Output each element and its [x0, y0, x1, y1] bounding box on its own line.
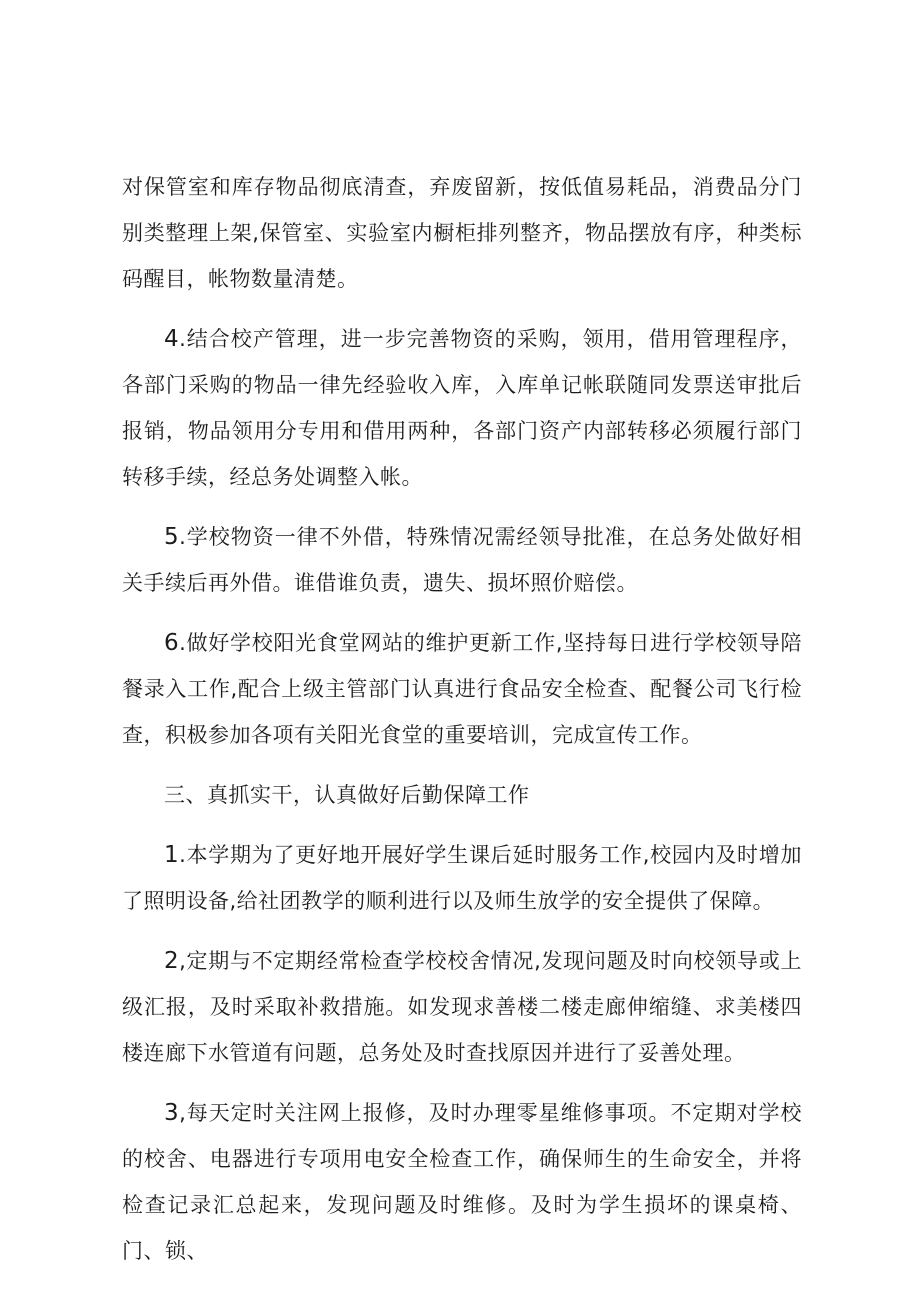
paragraph-text: .学校物资一律不外借，特殊情况需经领导批准，在总务处做好相关手续后再外借。谁借谁负责，遗失、损坏照价赔偿。 — [122, 525, 802, 595]
section-heading-text: 三、真抓实干，认真做好后勤保障工作 — [164, 783, 530, 807]
paragraph-text: 对保管室和库存物品彻底清查，弃废留新，按低值易耗品，消费品分门别类整理上架,保管室、实验室内橱柜排列整齐，物品摆放有序，种类标码醒目，帐物数量清楚。 — [122, 175, 802, 291]
item-number: 5 — [164, 524, 180, 550]
paragraph-item-5 — [122, 514, 802, 606]
paragraph-sub-1 — [122, 832, 802, 924]
item-number: 2 — [164, 948, 180, 974]
item-number: 4 — [164, 326, 180, 352]
paragraph-text: ,定期与不定期经常检查学校校舍情况,发现问题及时向校领导或上级汇报，及时采取补救措施。如发现求善楼二楼走廊伸缩缝、求美楼四楼连廊下水管道有问题，总务处及时查找原因并进行了妥善处理。 — [122, 949, 802, 1065]
paragraph-sub-3 — [122, 1090, 802, 1274]
document-body — [122, 164, 802, 1288]
paragraph-item-6 — [122, 620, 802, 758]
paragraph-text: .结合校产管理，进一步完善物资的采购，领用，借用管理程序，各部门采购的物品一律先经验收入库，入库单记帐联随同发票送审批后报销，物品领用分专用和借用两种，各部门资产内部转移必须履行部门转移手续，经总务处调整入帐。 — [122, 327, 802, 489]
paragraph-text: .做好学校阳光食堂网站的维护更新工作,坚持每日进行学校领导陪餐录入工作,配合上级主管部门认真进行食品安全检查、配餐公司飞行检查，积极参加各项有关阳光食堂的重要培训，完成宣传工作。 — [122, 631, 802, 747]
paragraph-sub-2 — [122, 938, 802, 1076]
item-number: 1 — [164, 842, 180, 868]
paragraph-text: ,每天定时关注网上报修，及时办理零星维修事项。不定期对学校的校舍、电器进行专项用电安全检查工作，确保师生的生命安全，并将检查记录汇总起来，发现问题及时维修。及时为学生损坏的课桌椅、门、锁、 — [122, 1101, 802, 1263]
item-number: 3 — [164, 1100, 180, 1126]
section-heading — [122, 772, 802, 818]
paragraph-continuation — [122, 164, 802, 302]
paragraph-text: .本学期为了更好地开展好学生课后延时服务工作,校园内及时增加了照明设备,给社团教学的顺利进行以及师生放学的安全提供了保障。 — [122, 843, 802, 913]
item-number: 6 — [164, 630, 180, 656]
paragraph-item-4 — [122, 316, 802, 500]
